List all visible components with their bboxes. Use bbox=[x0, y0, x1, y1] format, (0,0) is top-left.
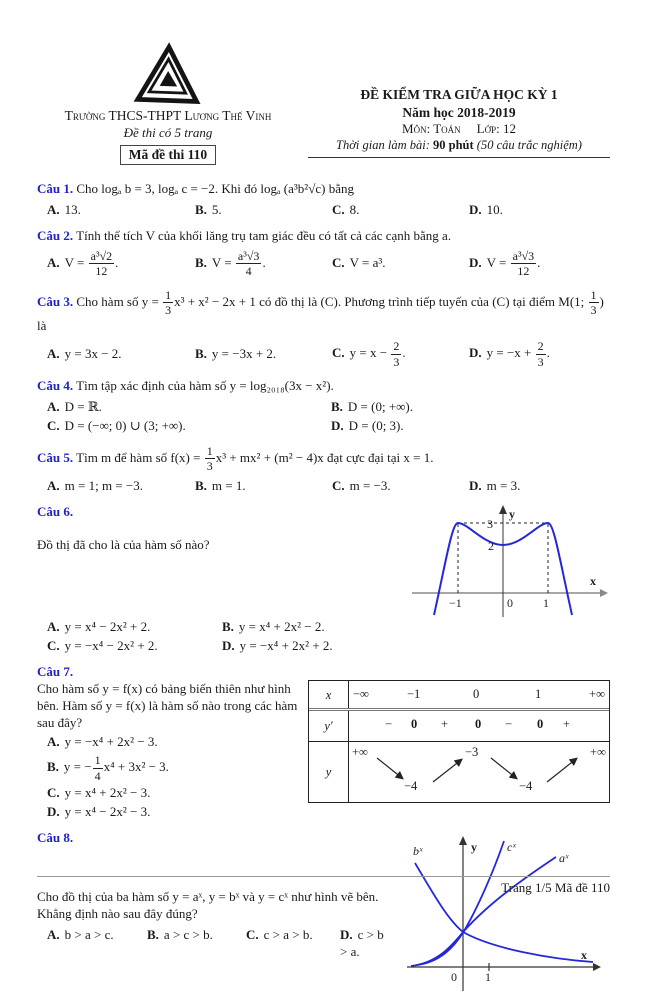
sign-value: − bbox=[385, 717, 393, 732]
row-label-y-prime: y′ bbox=[309, 711, 349, 741]
option-key: D. bbox=[222, 637, 235, 653]
school-name: Trường THCS-THPT Lương Thế Vinh bbox=[64, 108, 272, 123]
option-key: A. bbox=[47, 926, 60, 942]
subject-grade-line bbox=[308, 121, 610, 137]
x-axis-label: x bbox=[581, 947, 587, 962]
question-4 bbox=[37, 378, 610, 435]
x-tick-0: 0 bbox=[507, 595, 513, 610]
option-key: A. bbox=[47, 477, 60, 493]
option-d bbox=[340, 927, 393, 961]
option-a bbox=[47, 346, 195, 363]
option-text: b > a > c. bbox=[64, 926, 114, 942]
option-c bbox=[332, 255, 469, 272]
arrow-up-icon bbox=[547, 759, 576, 782]
school-logo-icon bbox=[128, 44, 208, 106]
x-value: −1 bbox=[407, 687, 421, 702]
option-a bbox=[47, 399, 331, 416]
option-key: A. bbox=[47, 201, 60, 217]
x-tick-1: 1 bbox=[543, 595, 549, 610]
option-text: y = −x⁴ − 2x² + 2. bbox=[64, 637, 158, 653]
x-axis-arrow bbox=[593, 963, 601, 971]
row-label-x: x bbox=[309, 681, 349, 708]
sign-value: + bbox=[563, 717, 571, 732]
axes bbox=[407, 836, 601, 991]
question-3-body: Cho hàm số y = $\frac{1}{3}$ x³ + x² − 2x + 1 có đồ thị là (C). Phương trình tiếp tuyến của (C) tại điểm M(1; $\frac{1}{3}$ ) là bbox=[37, 287, 604, 334]
question-6-label: Câu 6. bbox=[37, 503, 74, 519]
question-6-options bbox=[47, 617, 467, 655]
x-tick-minus1: −1 bbox=[449, 595, 462, 610]
option-text: y = 3x − 2. bbox=[64, 345, 122, 361]
question-4-body: Tìm tập xác định của hàm số y = log₂₀₁₈(3x − x²). bbox=[76, 378, 334, 394]
option-text: a > c > b. bbox=[163, 926, 213, 942]
question-8-graph bbox=[401, 835, 606, 995]
x-value: 0 bbox=[473, 687, 480, 702]
sign-value: 0 bbox=[411, 717, 418, 732]
option-key: D. bbox=[469, 254, 482, 270]
option-key: D. bbox=[469, 201, 482, 217]
arrow-up-icon bbox=[433, 760, 461, 782]
question-8-options bbox=[47, 925, 393, 961]
option-text: V = $\frac{\text{a³√3}}{4}$ . bbox=[211, 248, 266, 279]
question-3-options bbox=[47, 337, 610, 369]
graph-labels bbox=[449, 507, 596, 610]
question-8 bbox=[37, 830, 610, 995]
option-key: C. bbox=[332, 345, 345, 361]
option-b bbox=[195, 478, 332, 495]
question-8-label: Câu 8. bbox=[37, 829, 74, 845]
question-1-label: Câu 1. bbox=[37, 181, 74, 196]
option-a bbox=[47, 249, 195, 279]
grade-label: Lớp: 12 bbox=[476, 121, 516, 137]
y-axis-arrow bbox=[499, 505, 507, 514]
option-a bbox=[47, 619, 222, 636]
option-key: B. bbox=[47, 759, 59, 775]
question-2-label: Câu 2. bbox=[37, 227, 74, 243]
option-text: D = ℝ. bbox=[64, 399, 102, 415]
option-c bbox=[47, 418, 331, 435]
y-axis-label: y bbox=[509, 506, 515, 521]
option-text: D = (0; 3). bbox=[348, 417, 404, 433]
y-values-cell bbox=[349, 742, 609, 802]
curve-b-label: bˣ bbox=[413, 843, 423, 858]
y-value: +∞ bbox=[590, 745, 606, 760]
sign-value: 0 bbox=[475, 717, 482, 732]
option-text: y = x⁴ + 2x² − 2. bbox=[238, 618, 325, 634]
option-d bbox=[469, 478, 610, 495]
option-text: m = 1. bbox=[211, 477, 246, 493]
question-2 bbox=[37, 228, 610, 279]
option-key: D. bbox=[340, 926, 353, 942]
question-1-body: Cho logₐ b = 3, logₐ c = −2. Khi đó logₐ (a³b²√c) bằng bbox=[76, 181, 354, 196]
option-d bbox=[469, 202, 610, 219]
question-6 bbox=[37, 504, 610, 655]
option-key: B. bbox=[195, 201, 207, 217]
option-key: C. bbox=[332, 255, 345, 271]
y-value: −4 bbox=[404, 779, 418, 794]
header bbox=[37, 44, 610, 165]
option-text: y = −x⁴ + 2x² + 2. bbox=[239, 637, 333, 653]
option-text: y = x⁴ + 2x² − 3. bbox=[64, 785, 151, 801]
variation-table-sign-row bbox=[309, 711, 609, 742]
option-text: D = (0; +∞). bbox=[347, 399, 414, 415]
option-key: C. bbox=[332, 477, 345, 493]
question-3-label: Câu 3. bbox=[37, 293, 74, 309]
x-axis-arrow bbox=[600, 589, 608, 597]
option-text: m = 3. bbox=[486, 477, 521, 493]
option-text: y = −x⁴ + 2x² − 3. bbox=[64, 734, 158, 750]
header-left bbox=[37, 44, 299, 165]
option-text: y = −3x + 2. bbox=[211, 345, 277, 361]
footer bbox=[37, 876, 610, 896]
exam-code-box: Mã đề thi 110 bbox=[120, 145, 216, 165]
subject-label: Môn: Toán bbox=[402, 121, 461, 137]
option-key: D. bbox=[469, 477, 482, 493]
x-value: 1 bbox=[535, 687, 542, 702]
option-b bbox=[195, 249, 332, 279]
y-value: +∞ bbox=[352, 745, 368, 760]
option-text: V = $\frac{\text{a³√2}}{12}$ . bbox=[64, 248, 119, 279]
option-text: y = x⁴ − 2x² − 3. bbox=[64, 804, 151, 820]
option-text: m = 1; m = −3. bbox=[64, 477, 143, 493]
option-text: y = −x + $\frac{2}{3}$ . bbox=[486, 338, 550, 369]
option-text: 10. bbox=[486, 201, 503, 217]
option-text: 8. bbox=[349, 201, 360, 217]
pages-note: Đề thi có 5 trang bbox=[123, 125, 213, 140]
curve-c bbox=[417, 841, 504, 965]
exam-code-row bbox=[37, 141, 299, 165]
option-c bbox=[332, 202, 469, 219]
duration-note: (50 câu trắc nghiệm) bbox=[473, 138, 582, 153]
option-b bbox=[331, 399, 610, 416]
question-6-graph bbox=[408, 505, 608, 617]
x-value: −∞ bbox=[353, 687, 369, 702]
sign-value: 0 bbox=[537, 717, 544, 732]
option-a bbox=[47, 202, 195, 219]
y-value: −3 bbox=[465, 745, 479, 760]
option-key: A. bbox=[47, 734, 60, 750]
option-text: c > b > a. bbox=[340, 926, 384, 959]
option-key: C. bbox=[332, 201, 345, 217]
question-1 bbox=[37, 181, 610, 219]
option-key: B. bbox=[195, 345, 207, 361]
row-label-y: y bbox=[309, 742, 349, 802]
page-number: Trang 1/5 Mã đề 110 bbox=[501, 880, 610, 895]
option-key: C. bbox=[246, 926, 259, 942]
curve-a bbox=[411, 857, 556, 966]
question-5-options bbox=[47, 476, 610, 495]
y-axis-label: y bbox=[471, 839, 477, 854]
question-7-body: Cho hàm số y = f(x) có bảng biến thiên như hình bên. Hàm số y = f(x) là hàm số nào trong các hàm sau đây? bbox=[37, 681, 298, 731]
question-5-body: Tìm m để hàm số f(x) = $\frac{1}{3}$ x³ + mx² + (m² − 4)x đạt cực đại tại x = 1. bbox=[76, 443, 434, 474]
graph-labels bbox=[413, 840, 569, 865]
question-6-body: Đồ thị đã cho là của hàm số nào? bbox=[37, 536, 210, 552]
question-2-options bbox=[47, 247, 610, 279]
option-text: 13. bbox=[64, 201, 81, 217]
option-text: c > a > b. bbox=[263, 926, 313, 942]
option-b bbox=[147, 927, 246, 961]
header-right bbox=[308, 86, 610, 158]
arrow-down-icon bbox=[491, 758, 516, 778]
option-text: m = −3. bbox=[349, 477, 391, 493]
option-key: A. bbox=[47, 254, 60, 270]
question-7 bbox=[37, 664, 610, 821]
option-key: D. bbox=[47, 804, 60, 820]
option-a bbox=[47, 927, 147, 961]
x-value: +∞ bbox=[589, 687, 605, 702]
option-a bbox=[47, 478, 195, 495]
option-d bbox=[469, 249, 610, 279]
option-key: A. bbox=[47, 399, 60, 415]
option-c bbox=[47, 638, 222, 655]
x-values-cell bbox=[349, 681, 609, 708]
option-text: V = a³. bbox=[349, 255, 386, 271]
sign-value: − bbox=[505, 717, 513, 732]
variation-table-y-row bbox=[309, 742, 609, 802]
peak-value-label: 3 bbox=[487, 516, 493, 531]
option-text: D = (−∞; 0) ∪ (3; +∞). bbox=[64, 417, 186, 433]
y-axis-arrow bbox=[459, 836, 467, 845]
question-1-options bbox=[47, 200, 610, 219]
option-d bbox=[47, 804, 610, 821]
arrow-down-icon bbox=[377, 758, 402, 778]
option-text: y = x − $\frac{2}{3}$ . bbox=[349, 338, 406, 369]
option-key: D. bbox=[469, 345, 482, 361]
sign-values-cell bbox=[349, 711, 609, 741]
option-text: V = $\frac{\text{a³√3}}{12}$ . bbox=[486, 248, 541, 279]
question-4-label: Câu 4. bbox=[37, 378, 74, 394]
question-2-body: Tính thể tích V của khối lăng trụ tam giác đều có tất cả các cạnh bằng a. bbox=[76, 227, 452, 243]
option-c bbox=[332, 339, 469, 369]
question-5 bbox=[37, 444, 610, 495]
variation-table bbox=[308, 680, 610, 803]
option-key: B. bbox=[195, 254, 207, 270]
option-key: B. bbox=[195, 477, 207, 493]
option-key: B. bbox=[222, 618, 234, 634]
curve-a-label: aˣ bbox=[559, 850, 569, 865]
exam-title: ĐỀ KIỂM TRA GIỮA HỌC KỲ 1 bbox=[360, 87, 558, 102]
option-d bbox=[469, 339, 610, 369]
option-c bbox=[246, 927, 340, 961]
question-7-label: Câu 7. bbox=[37, 663, 74, 679]
x-tick-0: 0 bbox=[451, 969, 457, 984]
option-key: C. bbox=[47, 637, 60, 653]
school-year: Năm học 2018-2019 bbox=[402, 104, 516, 120]
option-d bbox=[331, 418, 610, 435]
local-min-label: 2 bbox=[488, 538, 494, 553]
option-b bbox=[195, 202, 332, 219]
option-c bbox=[332, 478, 469, 495]
variation-table-x-row bbox=[309, 681, 609, 711]
option-d bbox=[222, 638, 467, 655]
question-3 bbox=[37, 288, 610, 369]
duration-value: 90 phút bbox=[433, 138, 474, 153]
x-axis-label: x bbox=[590, 573, 596, 588]
question-8-body: Cho đồ thị của ba hàm số y = aˣ, y = bˣ và y = cˣ như hình vẽ bên. Khẳng định nào sau đây đúng? bbox=[37, 888, 379, 921]
x-tick-1: 1 bbox=[485, 969, 491, 984]
option-key: C. bbox=[47, 417, 60, 433]
option-b bbox=[195, 346, 332, 363]
option-text: y = − $\frac{1}{4}$ x⁴ + 3x² − 3. bbox=[63, 753, 169, 783]
question-5-label: Câu 5. bbox=[37, 449, 74, 465]
option-b bbox=[222, 619, 467, 636]
option-key: A. bbox=[47, 618, 60, 634]
option-key: D. bbox=[331, 417, 344, 433]
question-4-options bbox=[47, 397, 610, 435]
sign-value: + bbox=[441, 717, 449, 732]
option-key: B. bbox=[147, 926, 159, 942]
option-text: 5. bbox=[211, 201, 222, 217]
option-text: y = x⁴ − 2x² + 2. bbox=[64, 618, 151, 634]
option-key: A. bbox=[47, 345, 60, 361]
option-key: B. bbox=[331, 399, 343, 415]
duration-label: Thời gian làm bài: bbox=[336, 138, 433, 153]
y-value: −4 bbox=[519, 779, 533, 794]
curve-c-label: cˣ bbox=[507, 839, 516, 854]
option-key: C. bbox=[47, 785, 60, 801]
duration-line bbox=[308, 137, 610, 153]
